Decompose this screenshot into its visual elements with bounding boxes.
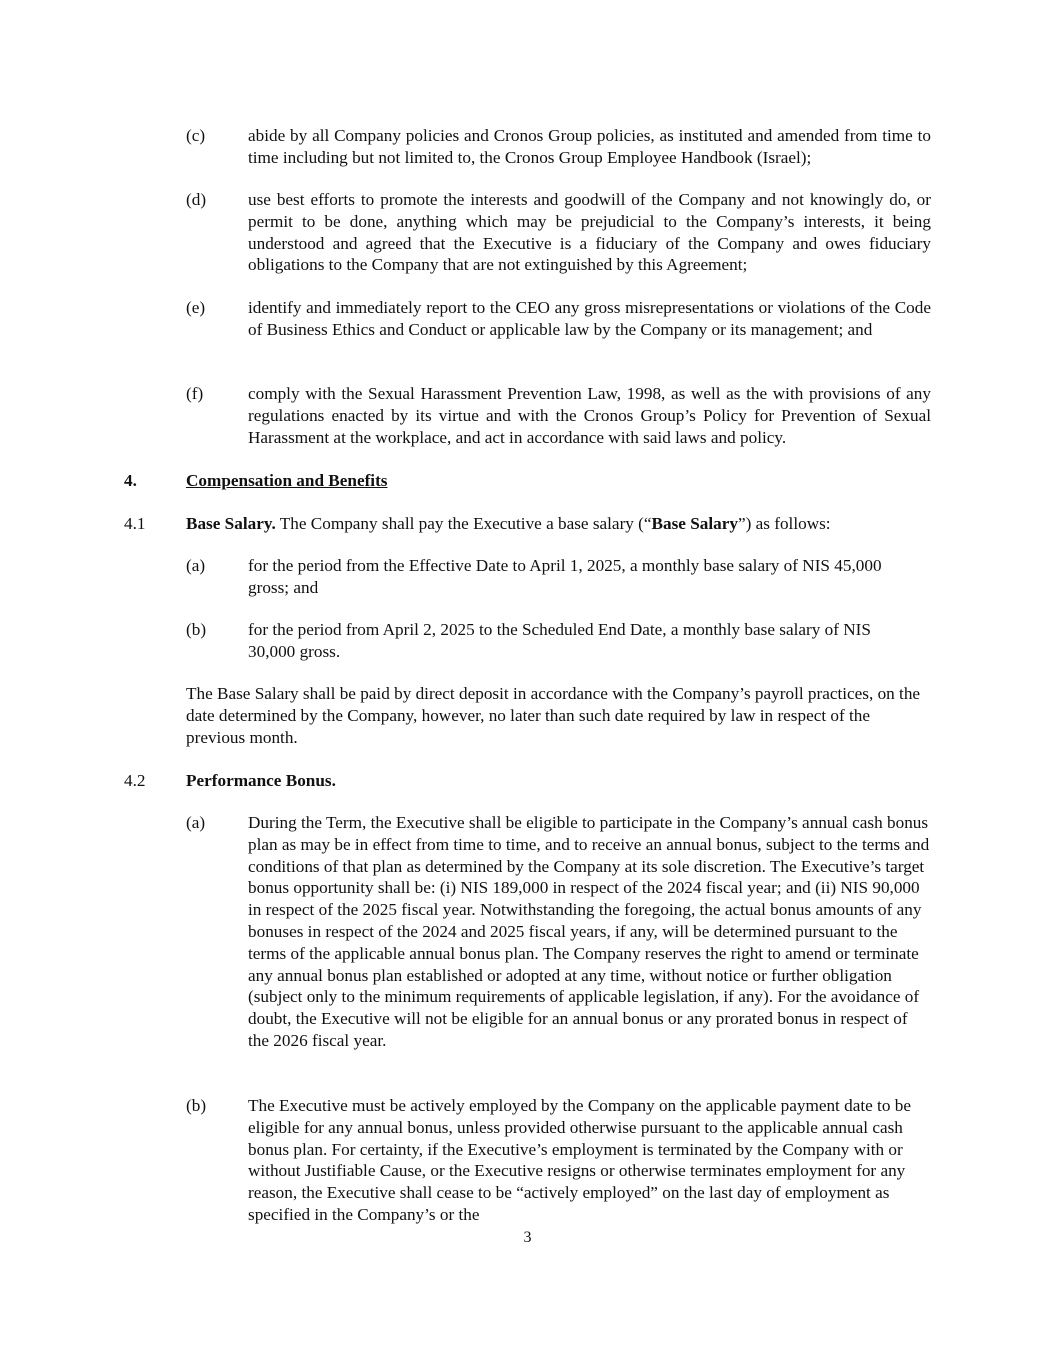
clause-text: abide by all Company policies and Cronos Group policies, as instituted and amended from time to time including but not limited to, the Cronos Group Employee Handbook (Israel); <box>248 126 931 167</box>
subsection-intro <box>186 513 831 535</box>
clause-label: (b) <box>186 1096 207 1115</box>
clause-item-c <box>186 125 931 169</box>
defined-term: Base Salary <box>651 514 738 533</box>
intro-text: The Company shall pay the Executive a base salary (“ <box>275 514 652 533</box>
clause-text: identify and immediately report to the CEO any gross misrepresentations or violations of the Code of Business Ethics and Conduct or applicable law by the Company or its management; and <box>248 298 931 339</box>
clause-text: for the period from the Effective Date to April 1, 2025, a monthly base salary of NIS 45,000 gross; and <box>248 556 882 597</box>
clause-text: use best efforts to promote the interests and goodwill of the Company and not knowingly do, or permit to be done, anything which may be prejudicial to the Company’s interests, it being understood and agreed that the Executive is a fiduciary of the Company and owes fiduciary obligations to the Company that are not extinguished by this Agreement; <box>248 190 931 275</box>
bonus-item-b <box>186 1095 931 1226</box>
clause-text: for the period from April 2, 2025 to the Scheduled End Date, a monthly base salary of NIS 30,000 gross. <box>248 620 871 661</box>
clause-text: During the Term, the Executive shall be eligible to participate in the Company’s annual cash bonus plan as may be in effect from time to time, and to receive an annual bonus, subject to the terms and conditions of that plan as determined by the Company at its sole discretion. The Executive’s target bonus opportunity shall be: (i) NIS 189,000 in respect of the 2024 fiscal year; and (ii) NIS 90,000 in respect of the 2025 fiscal year. Notwithstanding the foregoing, the actual bonus amounts of any bonuses in respect of the 2024 and 2025 fiscal years, if any, will be determined pursuant to the terms of the applicable annual bonus plan. The Company reserves the right to amend or terminate any annual bonus plan established or adopted at any time, without notice or further obligation (subject only to the minimum requirements of applicable legislation, if any). For the avoidance of doubt, the Executive will not be eligible for an annual bonus or any prorated bonus in respect of the 2026 fiscal year. <box>248 813 930 1050</box>
subsection-number: 4.1 <box>124 514 146 533</box>
clause-label: (b) <box>186 620 207 639</box>
clause-label: (c) <box>186 126 206 145</box>
page-number: 3 <box>523 1229 532 1246</box>
clause-label: (e) <box>186 298 206 317</box>
section-number: 4. <box>124 471 137 490</box>
clause-item-f <box>186 383 931 448</box>
intro-text-end: ”) as follows: <box>737 514 831 533</box>
clause-text: comply with the Sexual Harassment Prevention Law, 1998, as well as the with provisions of any regulations enacted by its virtue and with the Cronos Group’s Policy for Prevention of Sexual Harassment at the workplace, and act in accordance with said laws and policy. <box>248 384 931 447</box>
clause-label: (d) <box>186 190 207 209</box>
clause-label: (a) <box>186 813 206 832</box>
clause-label: (a) <box>186 556 206 575</box>
clause-item-d <box>186 189 931 276</box>
bonus-item-a <box>186 812 931 1052</box>
clause-text: The Executive must be actively employed by the Company on the applicable payment date to be eligible for any annual bonus, unless provided otherwise pursuant to the applicable annual cash bonus plan. For certainty, if the Executive’s employment is terminated by the Company with or without Justifiable Cause, or the Executive resigns or otherwise terminates employment for any reason, the Executive shall cease to be “actively employed” on the last day of employment as specified in the Company’s or the <box>248 1096 911 1224</box>
subsection-number: 4.2 <box>124 771 146 790</box>
salary-payment-paragraph: The Base Salary shall be paid by direct deposit in accordance with the Company’s payroll practices, on the date determined by the Company, however, no later than such date required by law in respect of the previous month. <box>186 684 921 747</box>
clause-item-e <box>186 297 931 341</box>
section-title: Compensation and Benefits <box>186 471 388 490</box>
salary-item-a <box>186 555 896 599</box>
salary-item-b <box>186 619 906 663</box>
subsection-heading: Performance Bonus. <box>186 771 336 790</box>
clause-label: (f) <box>186 384 204 403</box>
subsection-heading: Base Salary. <box>186 514 276 533</box>
